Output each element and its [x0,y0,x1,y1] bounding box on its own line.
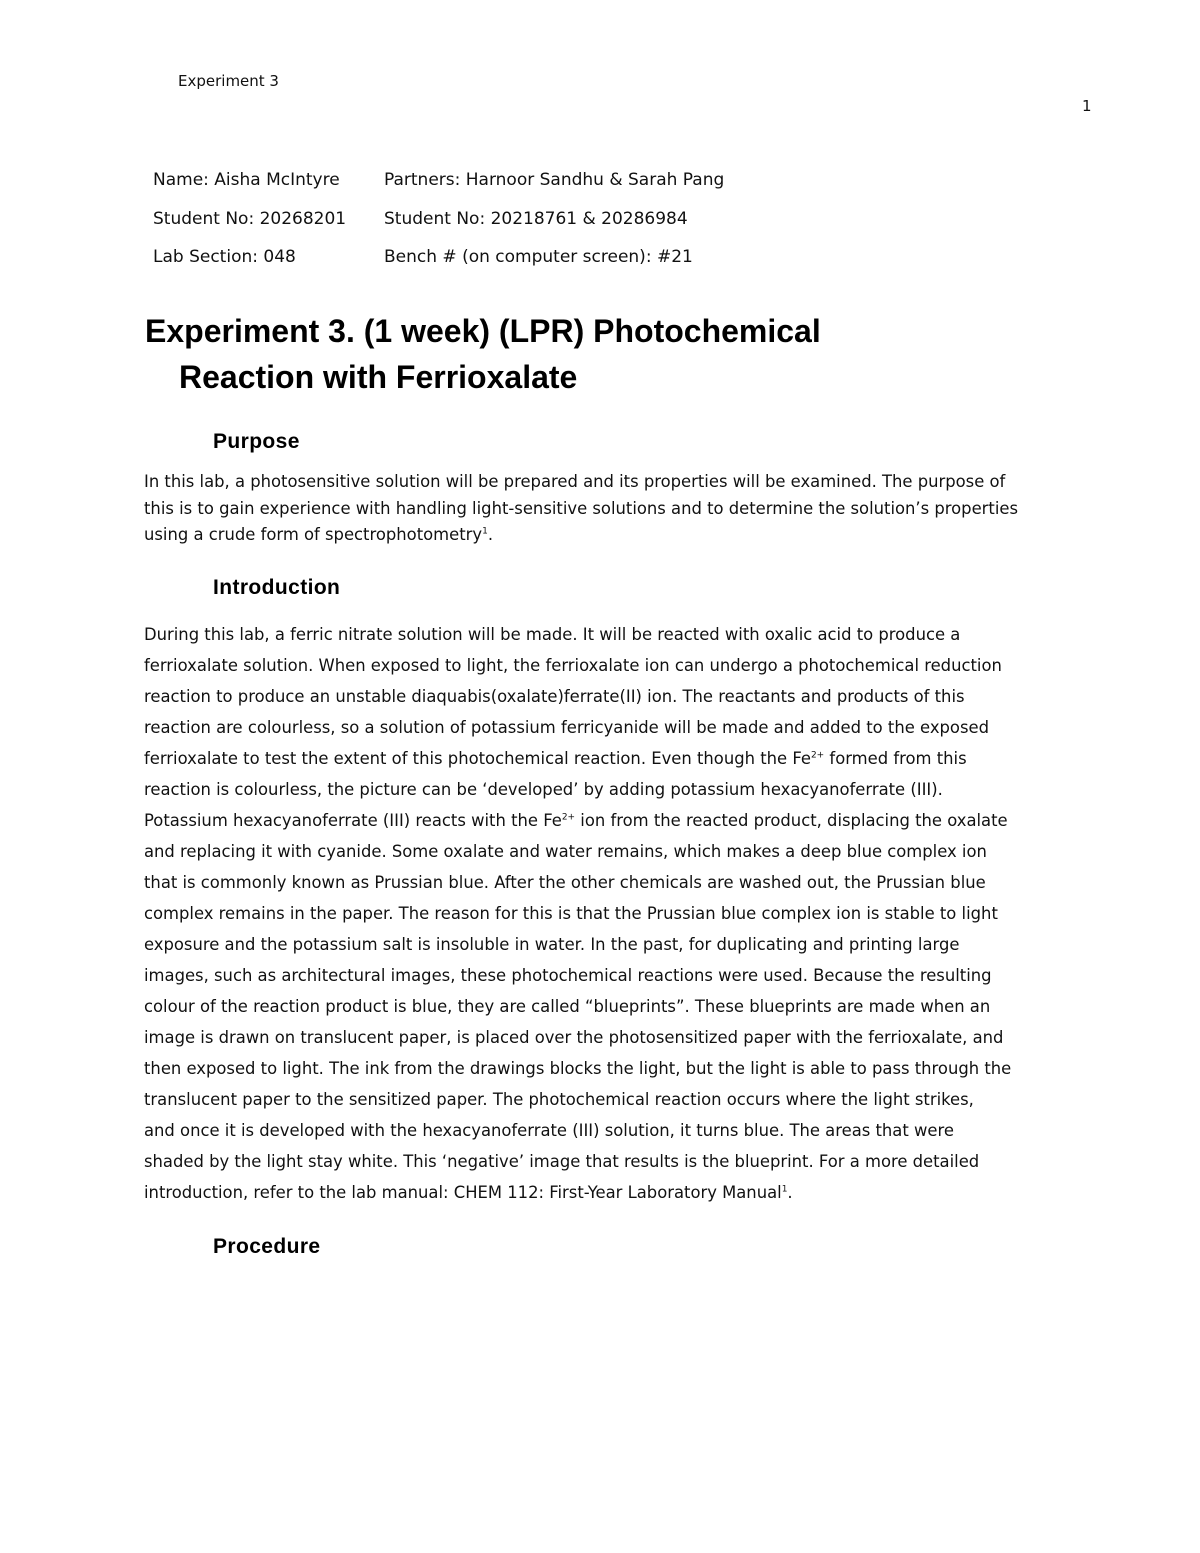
introduction-paragraph [144,619,1064,1208]
intro-line: introduction, refer to the lab manual: CHEM 112: First-Year Laboratory Manual$^1$. [144,1183,793,1202]
title-line-1: Experiment 3. (1 week) (LPR) Photochemical [145,313,821,349]
intro-line: that is commonly known as Prussian blue. After the other chemicals are washed out, the Prussian blue [144,873,986,892]
intro-line: reaction are colourless, so a solution of potassium ferricyanide will be made and added to the exposed [144,718,989,737]
title-line-2: Reaction with Ferrioxalate [179,359,578,395]
intro-line: complex remains in the paper. The reason for this is that the Prussian blue complex ion is stable to light [144,904,998,923]
intro-line: reaction to produce an unstable diaquabis(oxalate)ferrate(II) ion. The reactants and products of this [144,687,965,706]
running-header: Experiment 3 [178,72,279,90]
page-number: 1 [1082,97,1092,115]
intro-line: Potassium hexacyanoferrate (III) reacts with the $Fe^{2+}$ ion from the reacted product, displacing the oxalate [144,811,1008,830]
intro-line: colour of the reaction product is blue, they are called “blueprints”. These blueprints are made when an [144,997,991,1016]
bench-number: Bench # (on computer screen): #21 [384,247,693,267]
charge-superscript: 2+ [561,812,576,823]
intro-line: and once it is developed with the hexacyanoferrate (III) solution, it turns blue. The areas that were [144,1121,954,1140]
intro-line: then exposed to light. The ink from the drawings blocks the light, but the light is able to pass through the [144,1059,1012,1078]
intro-line: reaction is colourless, the picture can be ‘developed’ by adding potassium hexacyanoferrate (III). [144,780,943,799]
purpose-paragraph [144,469,1064,549]
intro-line: exposure and the potassium salt is insoluble in water. In the past, for duplicating and printing large [144,935,960,954]
intro-line: images, such as architectural images, these photochemical reactions were used. Because the resulting [144,966,992,985]
student-name: Name: Aisha McIntyre [153,170,340,190]
purpose-line: this is to gain experience with handling light-sensitive solutions and to determine the solution’s properties [144,498,1019,518]
purpose-heading: Purpose [213,430,300,453]
intro-line: shaded by the light stay white. This ‘negative’ image that results is the blueprint. For a more detailed [144,1152,980,1171]
reference-superscript: 1 [781,1184,788,1195]
intro-line: translucent paper to the sensitized paper. The photochemical reaction occurs where the light strikes, [144,1090,974,1109]
intro-line: ferrioxalate to test the extent of this photochemical reaction. Even though the $Fe^{2+}$ formed from this [144,749,967,768]
intro-line: During this lab, a ferric nitrate solution will be made. It will be reacted with oxalic acid to produce a [144,625,961,644]
procedure-heading: Procedure [213,1235,321,1258]
partners: Partners: Harnoor Sandhu & Sarah Pang [384,170,725,190]
student-number: Student No: 20268201 [153,209,347,229]
purpose-line: In this lab, a photosensitive solution will be prepared and its properties will be examined. The purpose of [144,472,1006,491]
document-title [145,308,821,400]
intro-line: image is drawn on translucent paper, is placed over the photosensitized paper with the ferrioxalate, and [144,1028,1004,1047]
lab-section: Lab Section: 048 [153,247,296,267]
charge-superscript: 2+ [810,750,825,761]
intro-line: ferrioxalate solution. When exposed to light, the ferrioxalate ion can undergo a photochemical reduction [144,656,1002,675]
partner-student-numbers: Student No: 20218761 & 20286984 [384,209,688,229]
introduction-heading: Introduction [213,576,341,599]
reference-superscript: 1 [482,526,488,537]
intro-line: and replacing it with cyanide. Some oxalate and water remains, which makes a deep blue complex ion [144,842,987,861]
purpose-line: using a crude form of spectrophotometry$^1$. [144,525,494,544]
